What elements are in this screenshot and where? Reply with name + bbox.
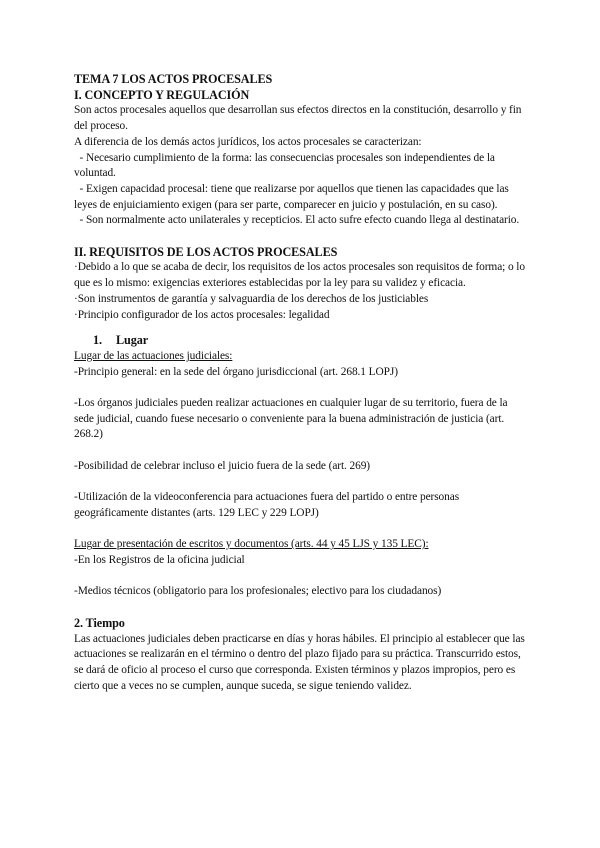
subheading-actuaciones: Lugar de las actuaciones judiciales: — [74, 349, 233, 362]
paragraph: A diferencia de los demás actos jurídicos, los actos procesales se caracterizan: — [74, 135, 422, 148]
document-body — [74, 72, 526, 694]
subsection-number: 1. — [93, 333, 102, 348]
subsection-title: Lugar — [116, 333, 149, 348]
bullet-item: - Necesario cumplimiento de la forma: las consecuencias procesales son independientes de la voluntad. — [74, 151, 498, 180]
paragraph: -En los Registros de la oficina judicial — [74, 554, 245, 567]
section-heading-requisitos: II. REQUISITOS DE LOS ACTOS PROCESALES — [74, 244, 338, 259]
paragraph: Son actos procesales aquellos que desarrollan sus efectos directos en la constitución, desarrollo y fin del proceso. — [74, 104, 522, 133]
paragraph: -Posibilidad de celebrar incluso el juicio fuera de la sede (art. 269) — [74, 459, 371, 472]
paragraph: ·Debido a lo que se acaba de decir, los requisitos de los actos procesales son requisitos de forma; o lo que es lo mismo: exigencias exteriores establecidas por la ley para su validez y eficacia. — [74, 261, 525, 290]
paragraph: Las actuaciones judiciales deben practicarse en días y horas hábiles. El principio al establecer que las actuaciones se realizarán en el término o dentro del plazo fijado para su práctica. Transcurrido estos, se dará de oficio al proceso el curso que corresponda. Existen términos y plazos impropios, pero es cierto que a veces no se cumplen, aunque suceda, se sigue teniendo validez. — [74, 632, 525, 692]
subheading-presentacion: Lugar de presentación de escritos y documentos (arts. 44 y 45 LJS y 135 LEC): — [74, 538, 429, 551]
paragraph: ·Principio configurador de los actos procesales: legalidad — [74, 308, 330, 321]
paragraph: ·Son instrumentos de garantía y salvaguardia de los derechos de los justiciables — [74, 292, 429, 305]
document-title: TEMA 7 LOS ACTOS PROCESALES — [74, 72, 273, 86]
bullet-item: - Son normalmente acto unilaterales y recepticios. El acto sufre efecto cuando llega al destinatario. — [74, 214, 520, 227]
bullet-item: - Exigen capacidad procesal: tiene que realizarse por aquellos que tienen las capacidades que las leyes de enjuiciamiento exigen (para ser parte, comparecer en juicio y postulación, en su caso). — [74, 182, 512, 211]
subsection-heading-tiempo: 2. Tiempo — [74, 615, 125, 630]
paragraph: -Utilización de la videoconferencia para actuaciones fuera del partido o entre personas geográficamente distantes (arts. 129 LEC y 229 LOPJ) — [74, 491, 460, 519]
paragraph: -Los órganos judiciales pueden realizar actuaciones en cualquier lugar de su territorio, fuera de la sede judicial, cuando fuese necesario o conveniente para la buena administración de justicia (art. 268.2) — [74, 397, 508, 441]
paragraph: -Principio general: en la sede del órgano jurisdiccional (art. 268.1 LOPJ) — [74, 365, 398, 378]
subsection-heading-lugar — [74, 333, 526, 349]
paragraph: -Medios técnicos (obligatorio para los profesionales; electivo para los ciudadanos) — [74, 585, 442, 598]
section-heading-concepto: I. CONCEPTO Y REGULACIÓN — [74, 87, 250, 102]
